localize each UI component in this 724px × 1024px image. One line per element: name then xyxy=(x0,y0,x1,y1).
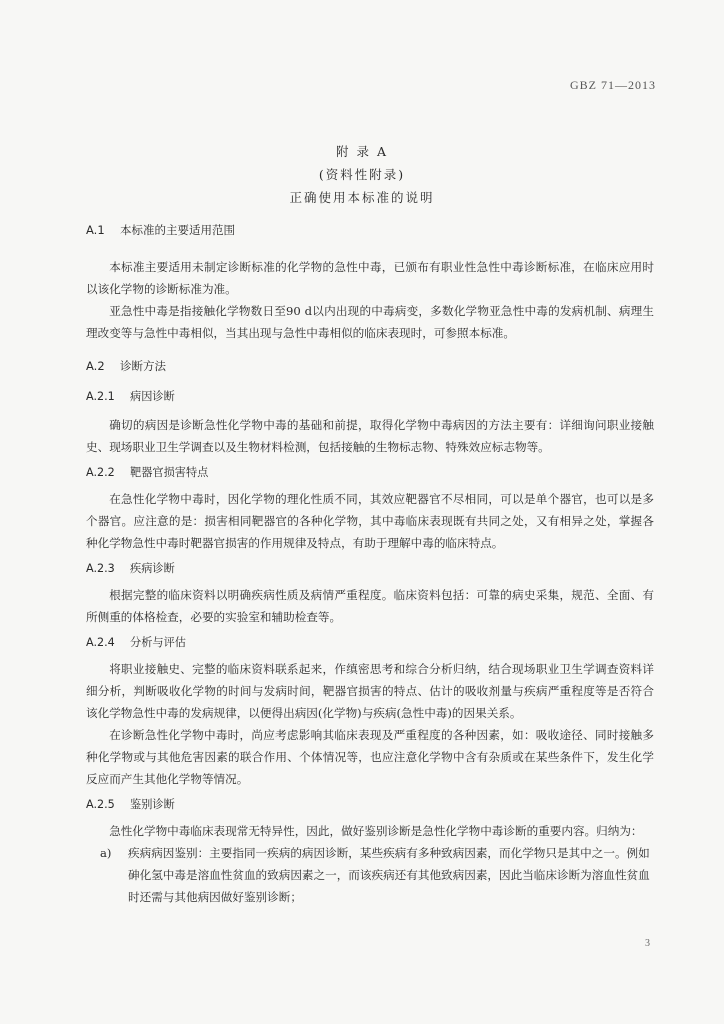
section-number: A.1 xyxy=(86,223,105,237)
subsection-title: 疾病诊断 xyxy=(130,562,175,575)
subsection-number: A.2.2 xyxy=(86,466,115,479)
subsection-heading xyxy=(86,560,654,576)
paragraph: 在诊断急性化学物中毒时，尚应考虑影响其临床表现及严重程度的各种因素，如：吸收途径、同时接触多种化学物或与其他危害因素的联合作用、个体情况等，也应注意化学物中含有杂质或在某些条件下，发生化学反应而产生其他化学物等情况。 xyxy=(86,728,654,786)
appendix-title-block xyxy=(0,140,724,209)
subsection-number: A.2.5 xyxy=(86,798,115,811)
section-title: 诊断方法 xyxy=(120,359,166,373)
appendix-title: 附 录 A xyxy=(336,144,388,159)
paragraph: 本标准主要适用未制定诊断标准的化学物的急性中毒，已颁布有职业性急性中毒诊断标准，在临床应用时以该化学物的诊断标准为准。 xyxy=(86,260,654,296)
paragraph: 将职业接触史、完整的临床资料联系起来，作缜密思考和综合分析归纳，结合现场职业卫生学调查资料详细分析，判断吸收化学物的时间与发病时间，靶器官损害的特点、估计的吸收剂量与疾病严重程度等是否符合该化学物急性中毒的发病规律，以便得出病因(化学物)与疾病(急性中毒)的因果关系。 xyxy=(86,662,654,720)
subsection-heading xyxy=(86,388,654,404)
section-number: A.2 xyxy=(86,359,105,373)
section-heading xyxy=(86,222,654,238)
appendix-heading: 正确使用本标准的说明 xyxy=(289,190,435,205)
subsection-heading xyxy=(86,634,654,650)
page-number: 3 xyxy=(645,938,650,949)
appendix-subtitle: (资料性附录) xyxy=(318,167,406,182)
list-marker: a) xyxy=(100,846,112,860)
document-body xyxy=(86,222,654,908)
subsection-number: A.2.3 xyxy=(86,562,115,575)
subsection-title: 鉴别诊断 xyxy=(130,798,175,811)
paragraph: 根据完整的临床资料以明确疾病性质及病情严重程度。临床资料包括：可靠的病史采集，规范、全面、有所侧重的体格检查，必要的实验室和辅助检查等。 xyxy=(86,588,654,624)
subsection-title: 病因诊断 xyxy=(130,390,175,403)
subsection-title: 分析与评估 xyxy=(130,636,186,649)
section-title: 本标准的主要适用范围 xyxy=(120,223,235,237)
subsection-number: A.2.1 xyxy=(86,390,115,403)
section-heading xyxy=(86,358,654,374)
paragraph: 亚急性中毒是指接触化学物数日至90 d以内出现的中毒病变，多数化学物亚急性中毒的发病机制、病理生理改变等与急性中毒相似，当其出现与急性中毒相似的临床表现时，可参照本标准。 xyxy=(86,304,654,340)
subsection-number: A.2.4 xyxy=(86,636,115,649)
subsection-heading xyxy=(86,796,654,812)
paragraph: 在急性化学物中毒时，因化学物的理化性质不同，其效应靶器官不尽相同，可以是单个器官，也可以是多个器官。应注意的是：损害相同靶器官的各种化学物，其中毒临床表现既有共同之处，又有相异之处，掌握各种化学物急性中毒时靶器官损害的作用规律及特点，有助于理解中毒的临床特点。 xyxy=(86,492,654,550)
subsection-heading xyxy=(86,464,654,480)
subsection-title: 靶器官损害特点 xyxy=(130,466,209,479)
list-item-text: 疾病病因鉴别：主要指同一疾病的病因诊断，某些疾病有多种致病因素，而化学物只是其中之一。例如砷化氢中毒是溶血性贫血的致病因素之一，而该疾病还有其他致病因素，因此当临床诊断为溶血性贫血时还需与其他病因做好鉴别诊断； xyxy=(128,846,650,904)
list-item xyxy=(86,842,654,908)
paragraph: 确切的病因是诊断急性化学物中毒的基础和前提，取得化学物中毒病因的方法主要有：详细询问职业接触史、现场职业卫生学调查以及生物材料检测，包括接触的生物标志物、特殊效应标志物等。 xyxy=(86,418,654,454)
paragraph: 急性化学物中毒临床表现常无特异性，因此，做好鉴别诊断是急性化学物中毒诊断的重要内容。归纳为： xyxy=(109,824,643,838)
standard-code: GBZ 71—2013 xyxy=(570,78,656,92)
